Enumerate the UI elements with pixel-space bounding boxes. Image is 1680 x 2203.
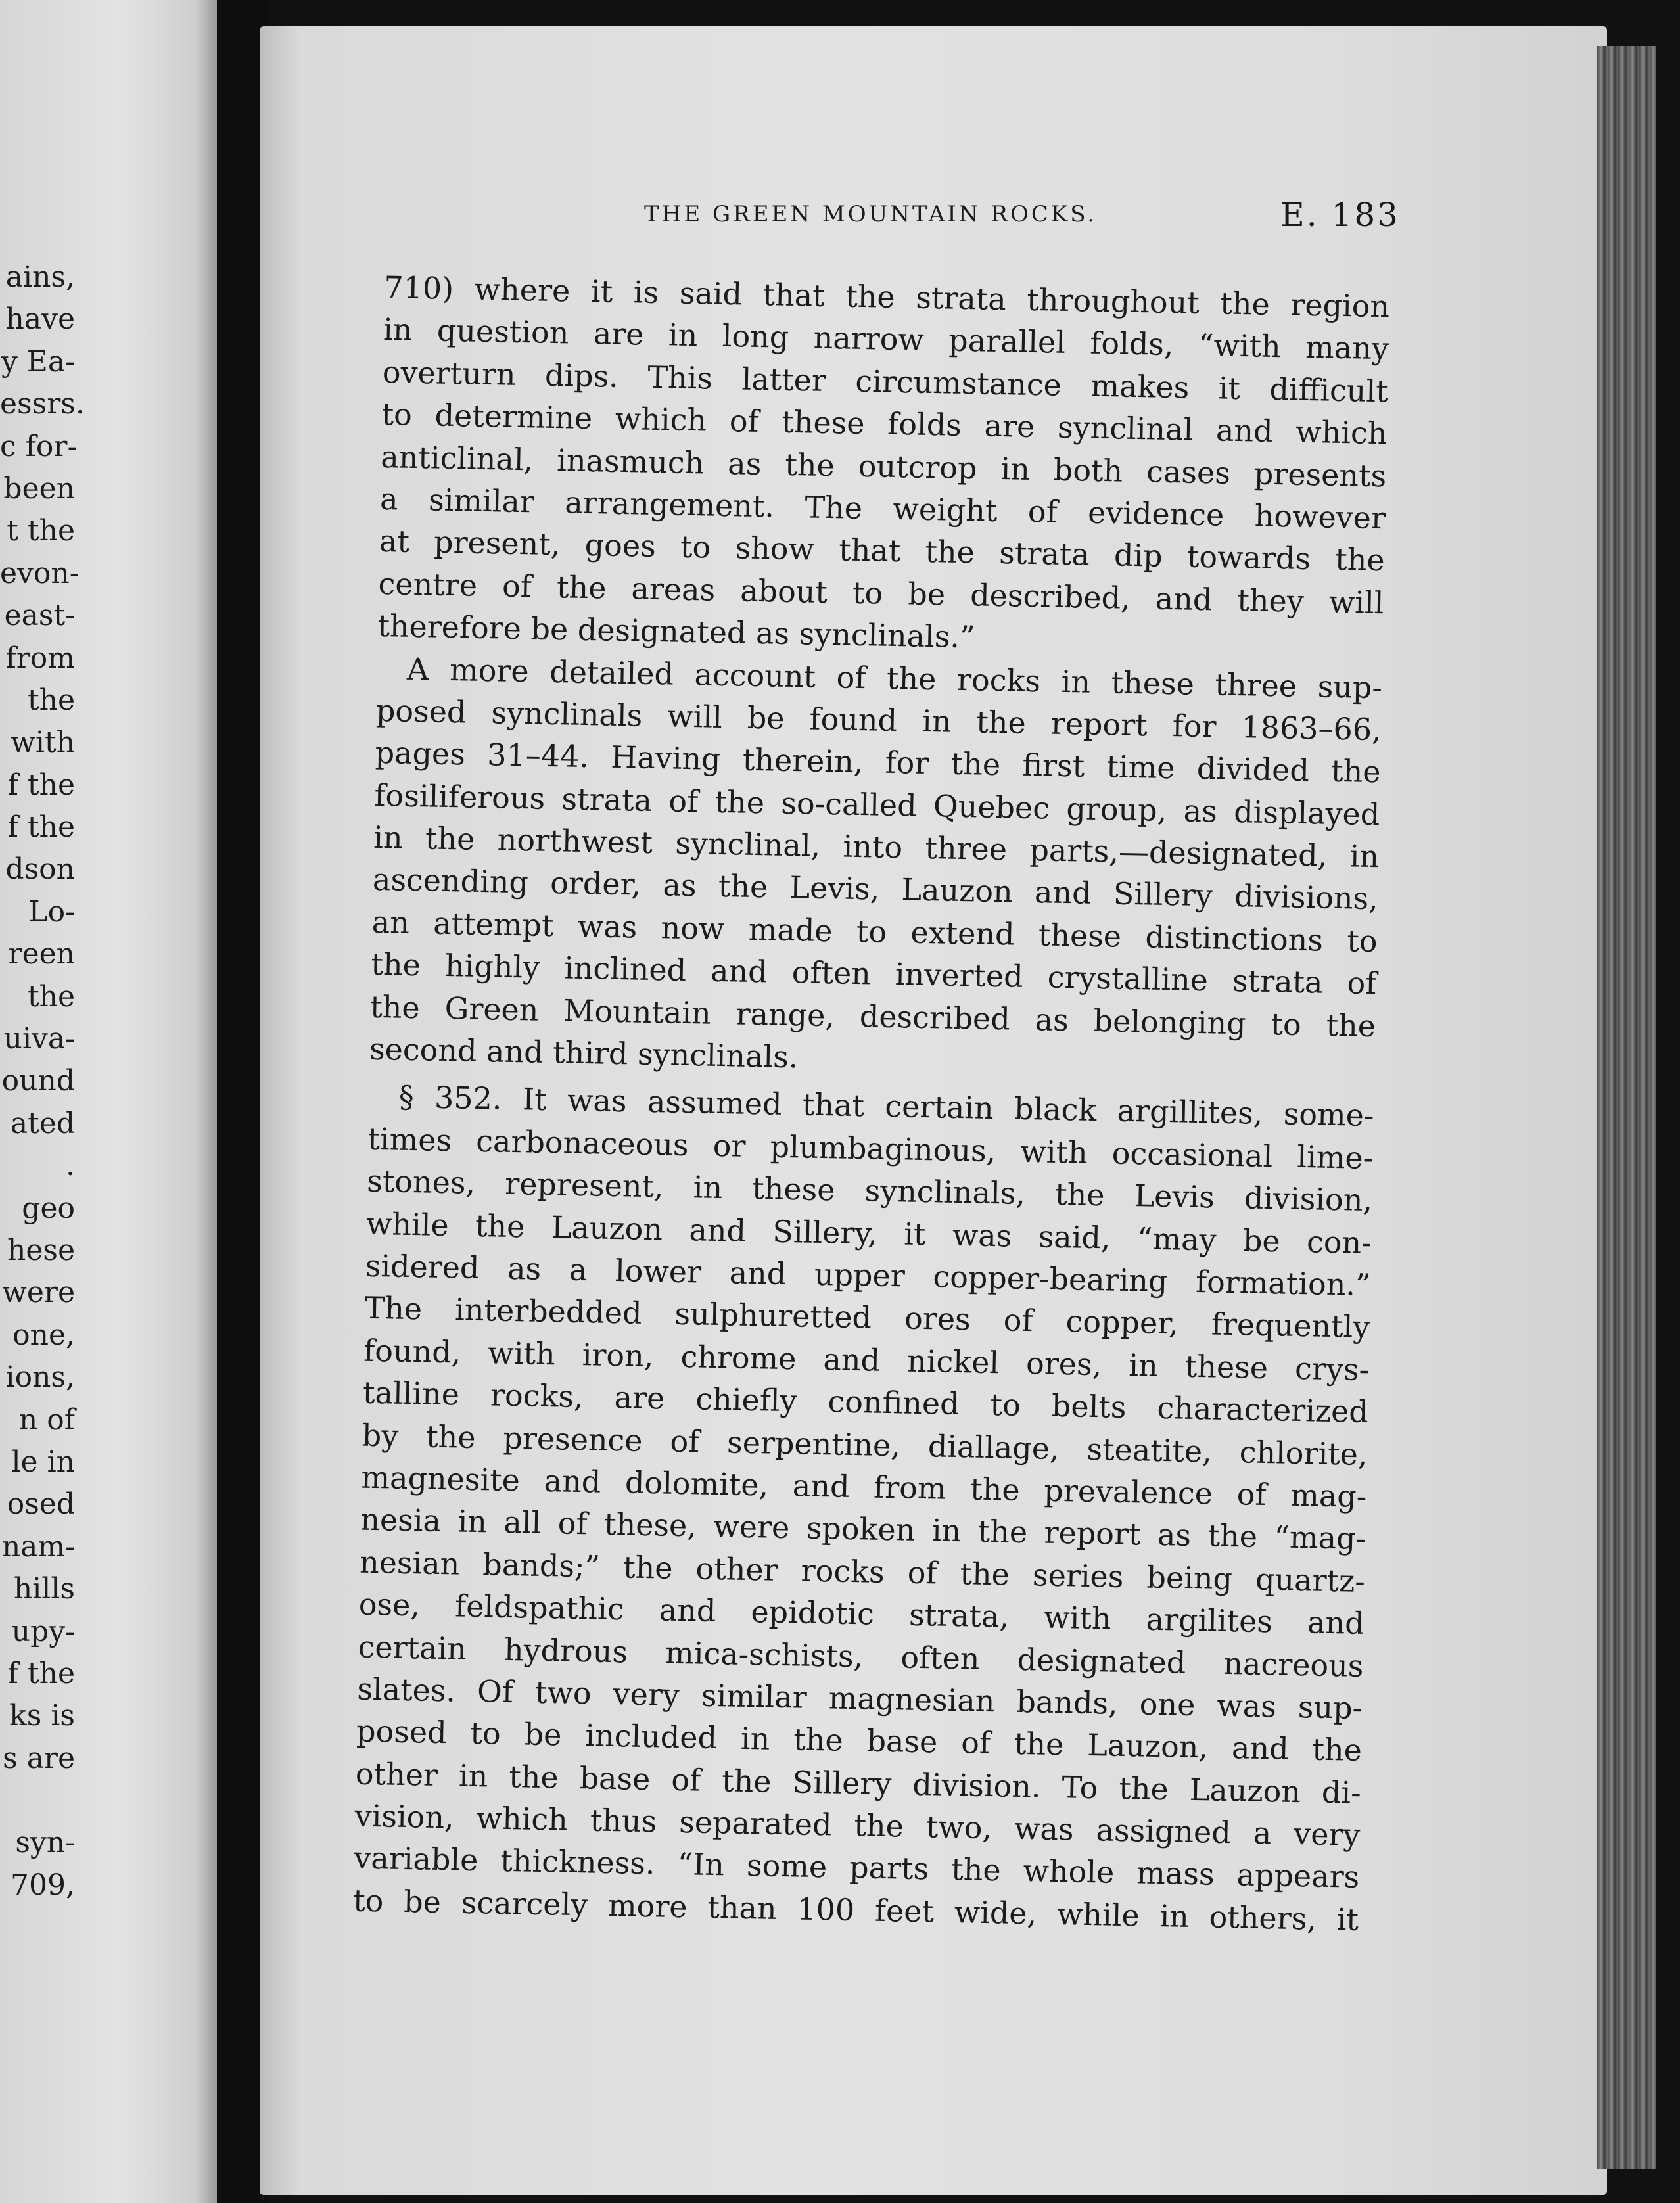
text-line: slates. Of two very similar magnesian bands, one was sup- xyxy=(356,1671,1363,1726)
left-fragment: uiva- xyxy=(3,1022,75,1056)
left-fragment: have xyxy=(5,302,75,336)
left-fragment: . xyxy=(66,1149,75,1183)
text-line: to be scarcely more than 100 feet wide, while in others, it xyxy=(352,1882,1359,1937)
text-line: an attempt was now made to extend these distinctions to xyxy=(371,904,1378,960)
left-fragment: ions, xyxy=(5,1360,75,1395)
text-line: stones, represent, in these synclinals, the Levis division, xyxy=(366,1163,1373,1218)
text-line: therefore be designated as synclinals.” xyxy=(377,608,976,655)
text-line: at present, goes to show that the strata dip towards the xyxy=(379,523,1386,578)
text-line: ascending order, as the Levis, Lauzon and Sillery divisions, xyxy=(372,862,1379,917)
left-fragment: s are xyxy=(3,1741,75,1775)
paragraph-1 xyxy=(377,266,1390,666)
text-line: a similar arrangement. The weight of evidence however xyxy=(379,480,1386,536)
left-fragment: upy- xyxy=(11,1614,75,1648)
paragraph-3 xyxy=(353,1075,1374,1941)
page-number: E. 183 xyxy=(1280,196,1400,234)
text-line: § 352. It was assumed that certain black argillites, some- xyxy=(398,1079,1374,1134)
left-fragment xyxy=(0,1780,79,1822)
text-line: times carbonaceous or plumbaginous, with occasional lime- xyxy=(367,1121,1374,1176)
left-fragment: east- xyxy=(4,599,75,633)
text-line: nesian bands;” the other rocks of the series being quartz- xyxy=(359,1544,1366,1599)
left-fragment: t the xyxy=(7,514,75,548)
left-fragment: 709, xyxy=(11,1868,75,1902)
left-fragment: hills xyxy=(13,1572,75,1606)
text-line: the highly inclined and often inverted crystalline strata of xyxy=(371,946,1377,1002)
left-fragment: c for- xyxy=(0,429,78,463)
text-line: in question are in long narrow parallel folds, “with many xyxy=(383,312,1389,367)
text-line: nesia in all of these, were spoken in the report as the “mag- xyxy=(360,1501,1366,1557)
left-fragment: osed xyxy=(7,1487,75,1521)
text-line: fosiliferous strata of the so-called Quebec group, as displayed xyxy=(374,777,1380,832)
left-fragment: geo xyxy=(22,1191,75,1225)
left-fragment: with xyxy=(11,726,75,760)
left-page-text-fragments xyxy=(0,256,85,1907)
left-fragment: y Ea- xyxy=(1,344,75,379)
left-fragment: essrs. xyxy=(0,387,85,421)
left-fragment: f the xyxy=(7,768,75,802)
left-fragment: dson xyxy=(5,852,75,887)
left-fragment: syn- xyxy=(15,1826,75,1860)
left-fragment: hese xyxy=(7,1233,75,1267)
text-line: vision, which thus separated the two, was assigned a very xyxy=(354,1797,1361,1853)
text-line: posed synclinals will be found in the report for 1863–66, xyxy=(375,692,1382,748)
text-line: posed to be included in the base of the Lauzon, and the xyxy=(356,1713,1363,1769)
text-line: ose, feldspathic and epidotic strata, with argilites and xyxy=(358,1586,1365,1642)
text-line: The interbedded sulphuretted ores of copper, frequently xyxy=(364,1290,1370,1345)
text-line: to determine which of these folds are synclinal and which xyxy=(381,396,1388,452)
left-fragment: the xyxy=(27,683,75,717)
text-line: A more detailed account of the rocks in these three sup- xyxy=(406,651,1383,705)
text-line: overturn dips. This latter circumstance makes it difficult xyxy=(382,354,1389,409)
left-page xyxy=(0,0,217,2203)
text-line: found, with iron, chrome and nickel ores, in these crys- xyxy=(363,1332,1370,1387)
text-line: sidered as a lower and upper copper-bearing formation.” xyxy=(365,1247,1372,1303)
left-fragment: f the xyxy=(7,810,75,845)
text-line: certain hydrous mica-schists, often designated nacreous xyxy=(358,1629,1364,1684)
text-line: the Green Mountain range, described as belonging to the xyxy=(369,988,1376,1044)
left-fragment: Lo- xyxy=(28,894,75,929)
left-fragment: ound xyxy=(1,1064,75,1098)
text-line: other in the base of the Sillery division. To the Lauzon di- xyxy=(355,1755,1362,1811)
body-text xyxy=(353,266,1390,1941)
left-fragment: ks is xyxy=(9,1699,75,1733)
left-fragment: were xyxy=(2,1276,75,1310)
text-line: magnesite and dolomite, and from the prevalence of mag- xyxy=(361,1459,1367,1514)
running-head xyxy=(644,196,1400,247)
left-fragment: le in xyxy=(11,1445,75,1479)
running-head-title: THE GREEN MOUNTAIN ROCKS. xyxy=(644,201,1098,227)
left-fragment: n of xyxy=(18,1403,75,1437)
text-line: talline rocks, are chiefly confined to belts characterized xyxy=(362,1374,1369,1430)
left-fragment: one, xyxy=(12,1318,75,1352)
text-line: centre of the areas about to be described, and they will xyxy=(378,565,1384,621)
paragraph-2 xyxy=(369,647,1383,1089)
text-line: variable thickness. “In some parts the whole mass appears xyxy=(353,1840,1360,1895)
left-fragment: ains, xyxy=(5,260,75,294)
left-fragment: been xyxy=(3,471,75,505)
left-fragment: f the xyxy=(7,1656,75,1690)
text-line: pages 31–44. Having therein, for the first time divided the xyxy=(375,735,1382,790)
left-fragment: the xyxy=(27,979,75,1013)
left-fragment: reen xyxy=(8,937,75,971)
page-edges xyxy=(1597,46,1656,2169)
text-line: second and third synclinals. xyxy=(369,1031,799,1075)
text-line: by the presence of serpentine, diallage, steatite, chlorite, xyxy=(362,1417,1368,1472)
text-line: in the northwest synclinal, into three parts,—designated, in xyxy=(373,819,1380,875)
left-fragment: nam- xyxy=(1,1529,75,1564)
left-fragment: ated xyxy=(10,1106,75,1140)
text-line: anticlinal, inasmuch as the outcrop in both cases presents xyxy=(380,438,1387,494)
left-fragment: from xyxy=(5,641,75,675)
text-line: while the Lauzon and Sillery, it was said, “may be con- xyxy=(365,1205,1372,1261)
text-line: 710) where it is said that the strata throughout the region xyxy=(383,269,1390,325)
left-fragment: evon- xyxy=(0,556,80,590)
